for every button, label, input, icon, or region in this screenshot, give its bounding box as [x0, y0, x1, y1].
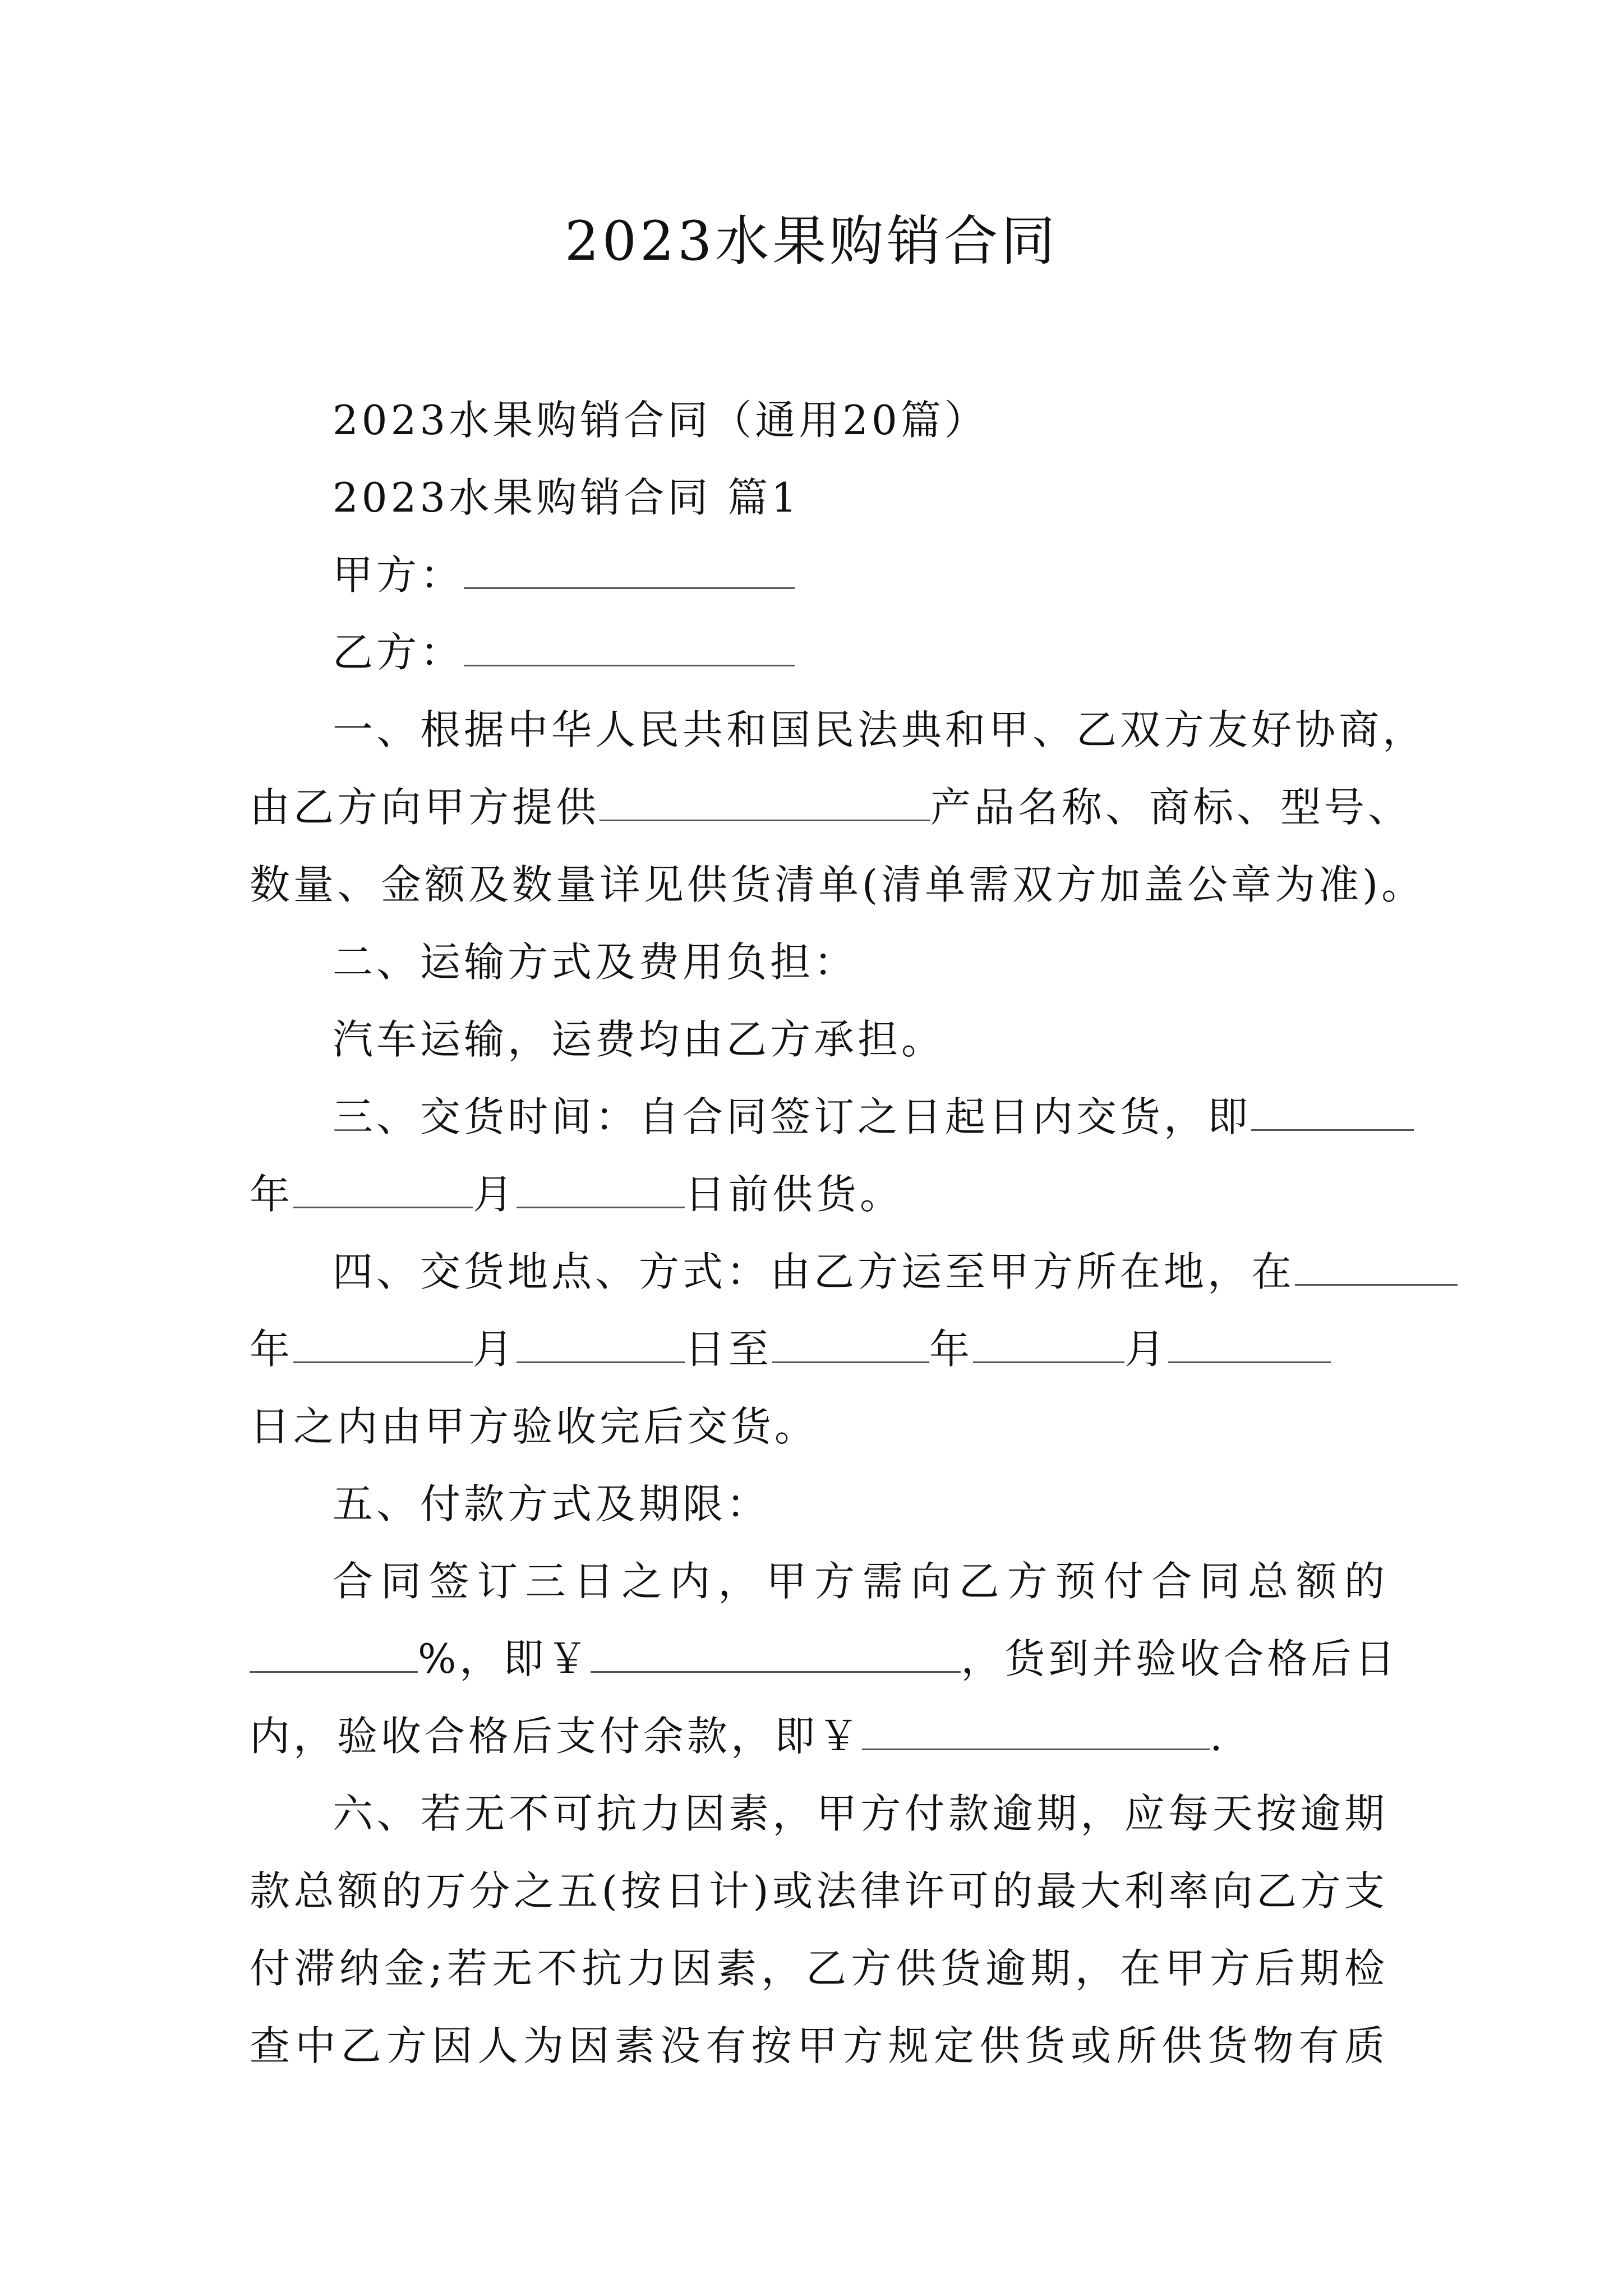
clause4-line2 — [250, 1310, 1388, 1388]
clause6-line4: 查中乙方因人为因素没有按甲方规定供货或所供货物有质 — [250, 2022, 1388, 2069]
clause4-line1-text: 四、交货地点、方式：由乙方运至甲方所在地，在 — [333, 1248, 1295, 1295]
clause3-line1 — [250, 1078, 1388, 1156]
section-heading: 2023水果购销合同 篇1 — [333, 474, 800, 521]
clause1-line3: 数量、金额及数量详见供货清单(清单需双方加盖公章为准)。 — [250, 861, 1426, 908]
party-b-line — [250, 614, 1388, 691]
clause4-line1 — [250, 1233, 1388, 1310]
clause5-line1: 合同签订三日之内，甲方需向乙方预付合同总额的 — [333, 1558, 1388, 1605]
clause5-line2-a: %，即￥ — [418, 1635, 591, 1682]
percent-blank — [250, 1633, 418, 1673]
clause1-line2-a: 由乙方向甲方提供 — [250, 784, 600, 831]
clause3-blank-month — [517, 1168, 685, 1208]
clause4-blank-year2 — [772, 1323, 929, 1363]
clause3-line1-text: 三、交货时间：自合同签订之日起日内交货，即 — [333, 1093, 1252, 1140]
clause4-blank-month — [517, 1323, 685, 1363]
clause5-line3-a: 内，验收合格后支付余款，即￥ — [250, 1713, 863, 1760]
party-b-blank — [464, 627, 795, 666]
clause5-heading: 五、付款方式及期限： — [333, 1480, 771, 1527]
balance-amount-blank — [862, 1710, 1210, 1750]
clause4-blank-year — [293, 1323, 473, 1363]
clause4-month: 月 — [473, 1326, 517, 1373]
clause5-line3-b: . — [1210, 1713, 1226, 1760]
clause6-line2: 款总额的万分之五(按日计)或法律许可的最大利率向乙方支 — [250, 1867, 1388, 1915]
clause5-line3 — [250, 1697, 1388, 1775]
clause5-line2 — [250, 1620, 1399, 1697]
clause4-blank-month2 — [973, 1323, 1124, 1363]
clause1-line1: 一、根据中华人民共和国民法典和甲、乙双方友好协商， — [333, 706, 1427, 753]
document-title: 2023水果购销合同 — [564, 210, 1059, 273]
clause4-day-to: 日至 — [685, 1326, 773, 1373]
clause3-blank-1 — [1251, 1091, 1414, 1131]
party-b-label: 乙方： — [333, 629, 464, 676]
product-blank — [600, 781, 930, 821]
clause4-year2: 年 — [929, 1326, 974, 1373]
party-a-line — [250, 536, 1388, 614]
clause3-blank-year — [293, 1168, 473, 1208]
clause4-blank-1 — [1295, 1246, 1458, 1286]
subtitle: 2023水果购销合同（通用20篇） — [333, 397, 988, 444]
clause3-day-tail: 日前供货。 — [685, 1171, 904, 1218]
clause3-year: 年 — [250, 1171, 294, 1218]
document-body — [250, 381, 1427, 2085]
clause3-month: 月 — [473, 1171, 517, 1218]
clause2-heading: 二、运输方式及费用负担： — [333, 938, 858, 986]
party-a-blank — [464, 549, 795, 589]
prepay-amount-blank — [591, 1633, 961, 1673]
clause4-month2: 月 — [1124, 1326, 1169, 1373]
clause4-line3: 日之内由甲方验收完后交货。 — [250, 1403, 819, 1450]
clause2-text: 汽车运输，运费均由乙方承担。 — [333, 1016, 946, 1063]
clause4-blank-day2 — [1168, 1323, 1331, 1363]
clause1-line2 — [250, 769, 1412, 846]
party-a-label: 甲方： — [333, 551, 464, 599]
clause6-line1: 六、若无不可抗力因素，甲方付款逾期，应每天按逾期 — [333, 1790, 1388, 1837]
clause3-line2 — [250, 1156, 1388, 1233]
clause6-line3: 付滞纳金;若无不抗力因素，乙方供货逾期，在甲方后期检 — [250, 1945, 1388, 1992]
clause1-line2-b: 产品名称、商标、型号、 — [930, 784, 1412, 831]
clause4-year: 年 — [250, 1326, 294, 1373]
clause5-line2-b: ，货到并验收合格后日 — [961, 1635, 1399, 1682]
